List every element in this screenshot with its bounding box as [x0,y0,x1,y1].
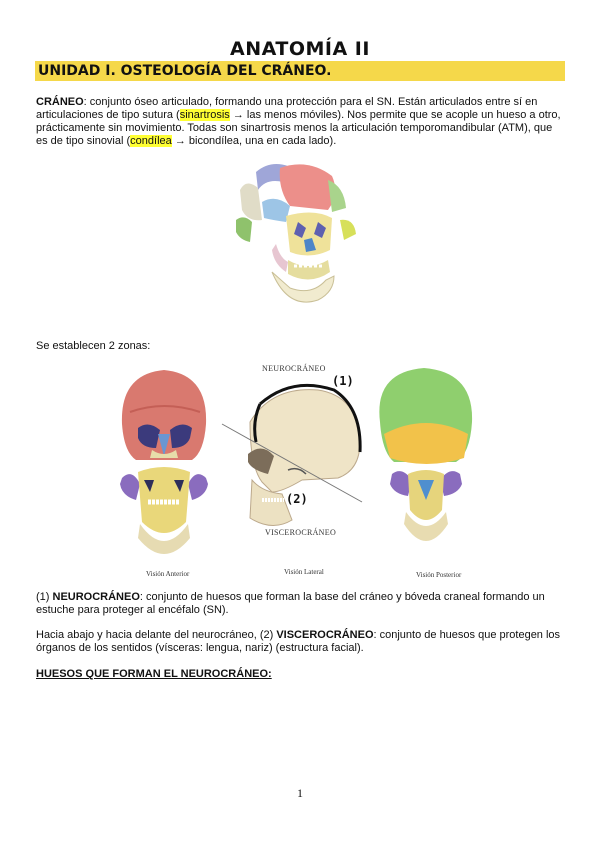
text-segment: : conjunto de huesos que forman la base del cráneo y bóveda craneal formando un estuche para proteger al encéfalo (SN). [36,591,545,616]
unit-heading-bar [35,61,565,81]
highlight-sinartrosis: sinartrosis [179,109,230,121]
term-neurocraneo: NEUROCRÁNEO [52,591,140,603]
text-segment: (1) [36,591,53,603]
document-title: ANATOMÍA II [230,38,370,60]
caption-anterior: Visión Anterior [146,570,190,578]
caption-posterior: Visión Posterior [416,571,462,579]
label-neurocraneo: NEUROCRÁNEO [262,364,326,373]
text-segment: : conjunto de huesos que protegen los órganos de los sentidos (vísceras: lengua, nariz) (estructura facial). [36,629,561,654]
paragraph-viscerocraneo [36,629,564,655]
page-number: 1 [297,786,303,800]
text-segment: : conjunto óseo articulado, formando una protección para el SN. Están articulados entre sí en articulaciones de tipo sutura ( [36,96,538,121]
highlight-condilea: condílea [130,135,172,147]
paragraph-zonas: Se establecen 2 zonas: [36,340,151,352]
section-heading-huesos: HUESOS QUE FORMAN EL NEUROCRÁNEO: [36,668,272,680]
skull-anterior-view [120,370,208,554]
unit-heading: UNIDAD I. OSTEOLOGÍA DEL CRÁNEO. [38,63,332,79]
paragraph-craneo [36,96,564,148]
term-viscerocraneo: VISCEROCRÁNEO [276,629,374,641]
paragraph-neurocraneo [36,591,564,617]
handwritten-mark-2: (2) [286,492,308,506]
label-viscerocraneo: VISCEROCRÁNEO [265,528,337,537]
text-segment: → bicondílea, una en cada lado). [171,135,337,147]
exploded-skull-image [228,160,363,320]
handwritten-mark-1: (1) [332,374,354,388]
caption-lateral: Visión Lateral [284,568,324,576]
skull-posterior-view [379,368,472,541]
text-segment: Hacia abajo y hacia delante del neurocráneo, (2) [36,629,277,641]
term-craneo: CRÁNEO [36,96,84,108]
text-segment: → las menos móviles). Nos permite que se acople un hueso a otro, prácticamente sin movimiento. Todas son sinartrosis menos la articulación temporomandibular (ATM), que es de tipo sinovial ( [36,109,561,147]
skull-views-image [112,362,494,580]
